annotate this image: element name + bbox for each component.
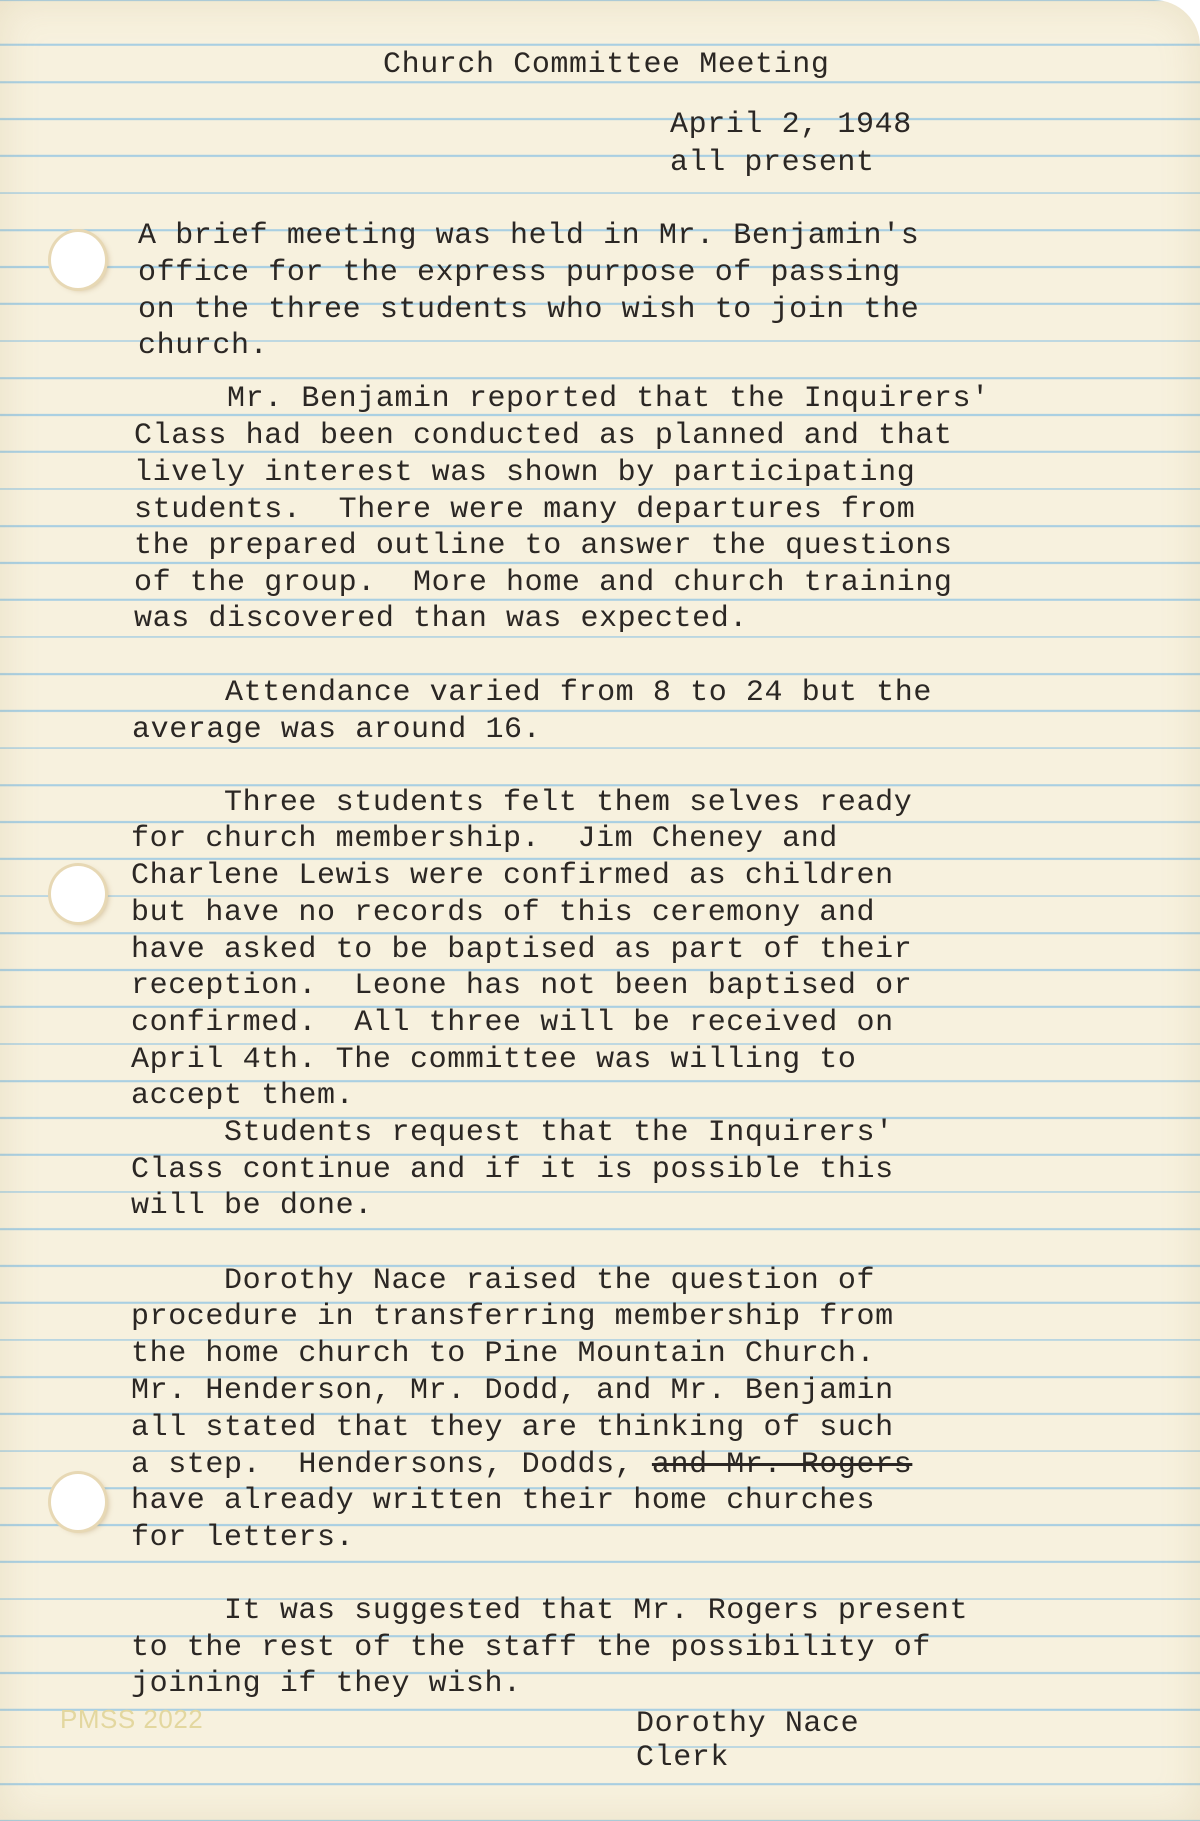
meeting-date: April 2, 1948 xyxy=(670,108,912,142)
text-line: procedure in transferring membership from xyxy=(131,1300,894,1334)
text-line: office for the express purpose of passing xyxy=(138,256,901,290)
text-line: Three students felt them selves ready xyxy=(131,786,913,820)
text-line: on the three students who wish to join the xyxy=(138,293,920,327)
text-line: have asked to be baptised as part of their xyxy=(131,933,913,967)
text-line: the prepared outline to answer the questions xyxy=(134,529,953,563)
text-line: April 4th. The committee was willing to xyxy=(131,1043,857,1077)
signature-role: Clerk xyxy=(636,1741,730,1775)
struck-through-text: and Mr. Rogers xyxy=(651,1448,913,1482)
text-line: Students request that the Inquirers' xyxy=(131,1116,894,1150)
text-line: Charlene Lewis were confirmed as children xyxy=(131,859,894,893)
text-line: Dorothy Nace raised the question of xyxy=(131,1264,876,1298)
text-line: Class continue and if it is possible this xyxy=(131,1153,894,1187)
document-title: Church Committee Meeting xyxy=(383,48,830,82)
archive-watermark: PMSS 2022 xyxy=(60,1704,204,1734)
text-line: joining if they wish. xyxy=(131,1667,522,1701)
text-line: church. xyxy=(138,329,269,363)
text-line: was discovered than was expected. xyxy=(134,602,748,636)
text-line: A brief meeting was held in Mr. Benjamin's xyxy=(138,219,920,253)
text-line: to the rest of the staff the possibility of xyxy=(131,1631,931,1665)
text-line: have already written their home churches xyxy=(131,1484,876,1518)
text-line: will be done. xyxy=(131,1189,373,1223)
text-line: all stated that they are thinking of such xyxy=(131,1411,894,1445)
text-line: for letters. xyxy=(131,1521,355,1555)
text-line: of the group. More home and church training xyxy=(134,566,953,600)
text-line: but have no records of this ceremony and xyxy=(131,896,876,930)
text-line: reception. Leone has not been baptised or xyxy=(131,969,913,1003)
text-line: lively interest was shown by participating xyxy=(134,456,916,490)
attendance-note: all present xyxy=(670,146,875,180)
text-line: Class had been conducted as planned and that xyxy=(134,419,953,453)
text-line xyxy=(131,1447,912,1483)
punch-hole-bottom xyxy=(51,1474,105,1530)
text-line: It was suggested that Mr. Rogers present xyxy=(131,1594,969,1628)
text-line: for church membership. Jim Cheney and xyxy=(131,822,838,856)
punch-hole-middle xyxy=(51,866,105,922)
text-line: average was around 16. xyxy=(132,713,542,747)
signature-name: Dorothy Nace xyxy=(636,1707,860,1741)
text-line: Mr. Benjamin reported that the Inquirers' xyxy=(134,382,990,416)
text-line: accept them. xyxy=(131,1079,355,1113)
text-line: Attendance varied from 8 to 24 but the xyxy=(132,676,932,710)
text-line: Mr. Henderson, Mr. Dodd, and Mr. Benjamin xyxy=(131,1374,894,1408)
text-line: the home church to Pine Mountain Church. xyxy=(131,1337,876,1371)
text-line: students. There were many departures from xyxy=(134,493,916,527)
text-line: confirmed. All three will be received on xyxy=(131,1006,894,1040)
punch-hole-top xyxy=(51,232,105,288)
text-fragment: a step. Hendersons, Dodds, xyxy=(131,1448,652,1482)
